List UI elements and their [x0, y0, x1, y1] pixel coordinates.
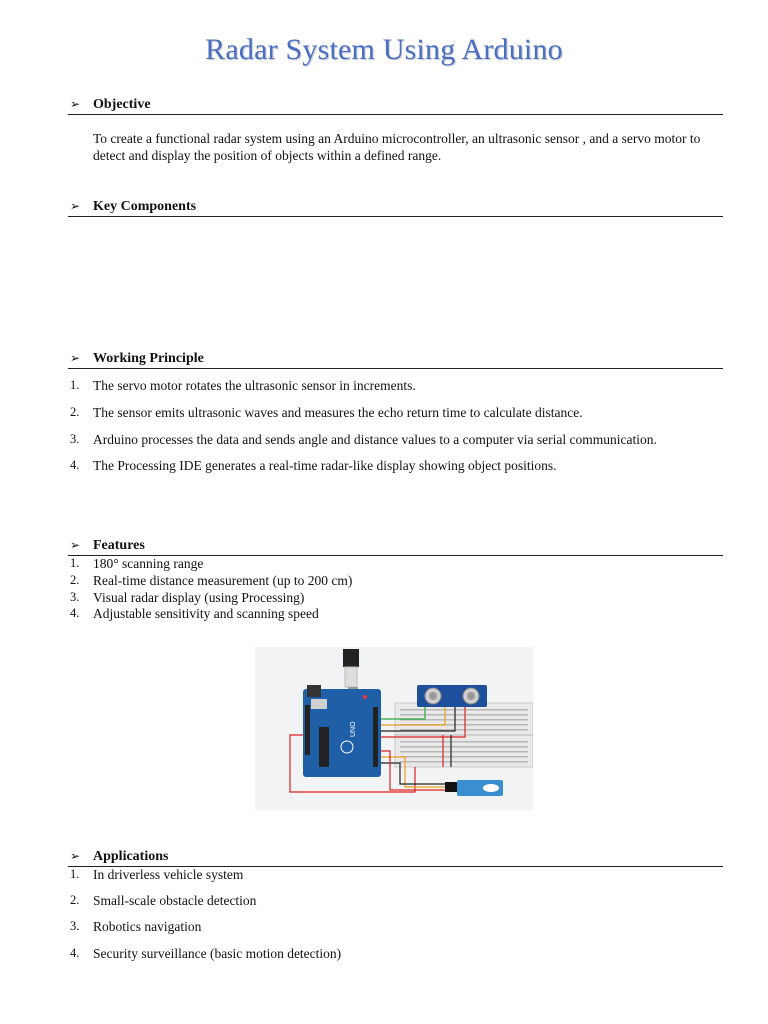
- section-key-components-heading: [68, 197, 723, 217]
- section-label: Features: [93, 538, 145, 553]
- section-label: Working Principle: [93, 351, 204, 366]
- arrow-bullet-icon: ➢: [70, 199, 81, 213]
- arrow-bullet-icon: ➢: [70, 97, 81, 111]
- section-applications-heading: [68, 847, 723, 867]
- section-working-principle-heading: [68, 349, 723, 369]
- list-text: The Processing IDE generates a real-time radar-like display showing object positions.: [93, 458, 557, 473]
- list-number: 3.: [70, 590, 80, 604]
- list-text: Security surveillance (basic motion detection): [93, 946, 342, 961]
- arrow-bullet-icon: ➢: [70, 849, 81, 863]
- section-label: Key Components: [93, 199, 197, 214]
- list-text: Visual radar display (using Processing): [93, 590, 305, 605]
- list-number: 4.: [70, 606, 80, 620]
- section-label: Applications: [93, 849, 169, 864]
- usb-plug-icon: [343, 649, 359, 667]
- list-number: 3.: [70, 919, 80, 933]
- list-number: 1.: [70, 867, 80, 881]
- list-text: Arduino processes the data and sends angle and distance values to a computer via serial communication.: [93, 432, 657, 447]
- list-text: Real-time distance measurement (up to 200 cm): [93, 573, 353, 588]
- arrow-bullet-icon: ➢: [70, 351, 81, 365]
- section-label: Objective: [93, 97, 151, 112]
- objective-text: To create a functional radar system using an Arduino microcontroller, an ultrasonic sensor , and a servo motor to detect and display the position of objects within a defined range.: [93, 131, 701, 163]
- section-objective-heading: [68, 95, 723, 115]
- list-text: Small-scale obstacle detection: [93, 893, 257, 908]
- list-number: 2.: [70, 893, 80, 907]
- board-label: UNO: [350, 721, 357, 737]
- list-text: Robotics navigation: [93, 919, 202, 934]
- list-number: 2.: [70, 573, 80, 587]
- section-features-heading: [68, 536, 723, 556]
- list-text: The sensor emits ultrasonic waves and measures the echo return time to calculate distance.: [93, 405, 583, 420]
- list-number: 1.: [70, 378, 80, 392]
- list-number: 1.: [70, 556, 80, 570]
- page-title: Radar System Using Arduino: [205, 33, 563, 66]
- list-number: 3.: [70, 432, 80, 446]
- list-text: The servo motor rotates the ultrasonic sensor in increments.: [93, 378, 416, 393]
- list-number: 2.: [70, 405, 80, 419]
- list-text: In driverless vehicle system: [93, 867, 244, 882]
- list-text: Adjustable sensitivity and scanning speed: [93, 606, 319, 621]
- arrow-bullet-icon: ➢: [70, 538, 81, 552]
- list-text: 180° scanning range: [93, 556, 204, 571]
- list-number: 4.: [70, 946, 80, 960]
- circuit-diagram-image: [255, 647, 533, 810]
- list-number: 4.: [70, 458, 80, 472]
